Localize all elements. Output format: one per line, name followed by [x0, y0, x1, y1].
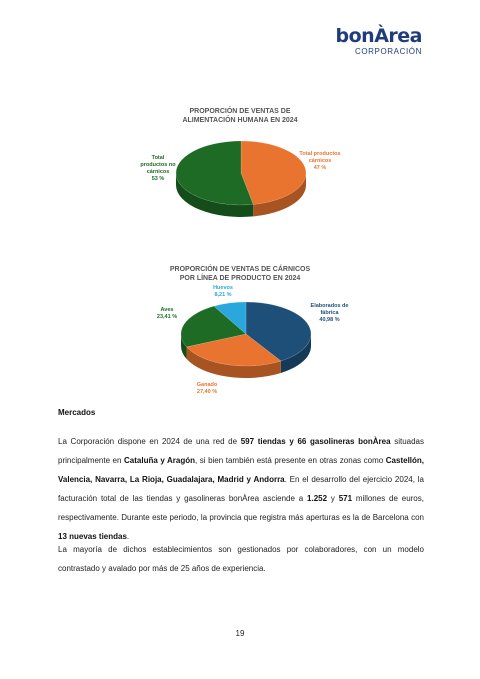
chart2-label-huevos	[208, 285, 238, 299]
label-value: 27,40 %	[196, 389, 218, 395]
chart1-label-nonmeat	[133, 155, 183, 183]
text-run: y	[327, 494, 339, 503]
chart1-title	[0, 107, 480, 125]
label-line: Ganado	[196, 382, 218, 388]
paragraph-markets	[58, 432, 424, 546]
text-run: , si bien también está presente en otras zonas como	[195, 456, 386, 465]
label-line: cárnicos	[308, 158, 332, 164]
text-bold: 597 tiendas y 66 gasolineras bonÀrea	[240, 437, 391, 446]
logo-wordmark: bonÀrea	[335, 25, 422, 47]
chart2-title-line: POR LÍNEA DE PRODUCTO EN 2024	[179, 275, 301, 282]
page-number: 19	[235, 629, 245, 638]
label-line: Elaborados de	[310, 303, 349, 309]
label-value: 47 %	[313, 165, 327, 171]
text-run: millones de euros, respectivamente. Durante este periodo, la provincia que registra más aperturas es la de Barcelona con	[58, 494, 424, 522]
label-line: Huevos	[213, 285, 233, 291]
text-run: La Corporación dispone en 2024 de una red de	[58, 437, 241, 446]
label-line: Total productos	[299, 151, 341, 157]
chart1-label-meat	[290, 151, 350, 172]
label-value: 23,41 %	[156, 314, 178, 320]
label-line: Aves	[160, 307, 174, 313]
text-run: .	[126, 532, 130, 541]
label-value: 40,98 %	[319, 317, 340, 323]
text-run: situadas principalmente en	[58, 437, 424, 465]
chart1-title-line: ALIMENTACIÓN HUMANA EN 2024	[182, 117, 298, 124]
label-line: fábrica	[320, 310, 339, 316]
text-bold: 1.252	[307, 494, 328, 503]
logo-subtitle: CORPORACIÓN	[354, 47, 422, 56]
text-bold: Cataluña y Aragón	[124, 456, 196, 465]
chart2-label-aves	[147, 307, 187, 321]
label-line: cárnicos	[146, 169, 170, 175]
section-heading: Mercados	[58, 408, 96, 417]
label-value: 53 %	[151, 176, 165, 182]
chart1-title-line: PROPORCIÓN DE VENTAS DE	[189, 108, 291, 115]
label-value: 8,21 %	[214, 292, 232, 298]
text-bold: Castellón, Valencia, Navarra, La Rioja, Guadalajara, Madrid y Andorra	[58, 456, 425, 484]
company-logo	[336, 26, 422, 57]
chart2-label-ganado	[187, 382, 227, 396]
text-run: . En el desarrollo del ejercicio 2024, la facturación total de las tiendas y gasolineras bonÀrea asciende a	[58, 475, 425, 503]
text-bold: 13 nuevas tiendas	[58, 532, 127, 541]
chart1-pie	[161, 133, 321, 223]
label-line: Total	[151, 155, 165, 161]
paragraph-collaborators: La mayoría de dichos establecimientos son gestionados por colaboradores, con un modelo contrastado y avalado por más de 25 años de experiencia.	[58, 545, 424, 573]
chart2-label-elaborados	[302, 303, 357, 324]
text-bold: 571	[338, 494, 353, 503]
chart2-title	[0, 265, 480, 283]
label-line: productos no	[140, 162, 176, 168]
chart2-title-line: PROPORCIÓN DE VENTAS DE CÁRNICOS	[169, 266, 311, 273]
